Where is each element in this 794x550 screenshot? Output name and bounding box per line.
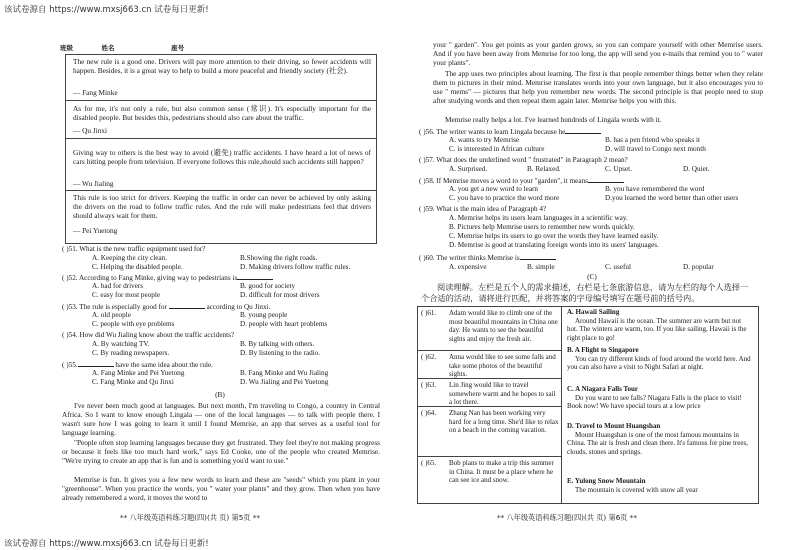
question-55: ( )55. have the same idea about the rule. <box>62 361 213 369</box>
option-c: C. useful <box>605 263 631 271</box>
option-d: D. By listening to the radio. <box>240 349 321 357</box>
option-a: A. Memrise helps its users learn languages in a scientific way. <box>449 214 628 222</box>
passage-paragraph: "People often stop learning languages because they get frustrated. They feel they're not making progress or because it feels like too much hard work," says Ed Cooke, one of the people who created Memrise. "We're trying to create an app that is fun and is something you'd want to use." <box>62 438 380 466</box>
option-c: C. Upset. <box>605 165 632 173</box>
option-c: C. Memrise helps its users to go over the words they have learned easily. <box>449 232 659 240</box>
right-page: your " garden". You get points as your garden grows, so you can compare yourself with other Memrise users. And if you have been away from Memrise for too long, the app will send you e-mails that remind you to " water your plants". The app uses two principles about learning. The first is that people remember things better when they relate them to pictures in their mind. Memrise translates words into your own language, but it also encourages you to use " mems" — pictures that help you remember new words. The second principle is that people need to stop after studying words and then repeat them again later. Memrise helps you with this. Memrise really helps a lot. I've learned hundreds of Lingala words with it. ( )56. The writer wants to learn Lingala because he A. wants to try Memrise B. has a pen friend who speaks it C. is interested in African culture D. will travel to Congo next month ( )57. What does the underlined word " frustrated" in Paragraph 2 mean? A. Surprised. B. Relaxed. C. Upset. D. Quiet. ( )58. If Memrise moves a word to your "garden", it means A. you get a new word to learn B. you have remembered the word C. you have to practice the word more D.you learned the word better than other users ( )59. What is the main idea of Paragraph 4? A. Memrise helps its users learn languages in a scientific way. B. Pictures help Memrise users to remember new words quickly. C. Memrise helps its users to go over the words they have learned easily. D. Memrise is good at translating foreign words into its users' languages. ( )60. The writer thinks Memrise is A. expensive B. simple C. useful D. popular (C) 阅读理解。左栏是五个人的需求描述，右栏是七条旅游信息，请为左栏的每个人选择一个合适的活动，请将进行匹配，并将答案的字母编号填写在题号前的括号内。 ( )61. Adam would like to climb one of the most beautiful mountains in China one day. He wants to see the beautiful sights and enjoy the fresh air. ( )62. Anna would like to see some falls and take some photos of the beautiful sights. ( )63. Lin Jing would like to travel somewhere warm and he hopes to sail a lot there. ( )64. Zhang Nan has been working very hard for a long time. She'd like to relax on a beach in the coming vacation. ( )65. Bob plans to make a trip this summer in China. It must be a place where he can see ice and snow. A. Hawaii Sailing Around Hawaii is the ocean. The summer are warm but not hot. The winters are warm, too. If you like sailing, Hawaii is the right place to go! B. A Flight to Singapore You can try different kinds of food around the world here. And you can also have a visit to Night Safari at night. C. A Niagara Falls Tour Do you want to see falls? Niagara Falls is the place to visit! Book now! We have special tours at a low price D. Travel to Mount Huangshan Mount Huangshan is one of the most famous mountains in China. The air is fresh and clean there. It's famous for pine trees, clouds, stones and springs. E. Yulong Snow Mountain The mountain is covered with snow all year ** 八年级英语科练习题(四)(共 页) 第6页 ** <box>397 0 794 550</box>
opinion-signature: — Pei Yuetong <box>73 226 118 235</box>
option-c: C. Fang Minke and Qu Jinxi <box>92 378 174 386</box>
match-option-c: C. A Niagara Falls Tour Do you want to see falls? Niagara Falls is the place to visit! Book now! We have special tours at a low price <box>567 385 742 411</box>
section-c-instructions: 阅读理解。左栏是五个人的需求描述，右栏是七条旅游信息，请为左栏的每个人选择一个合适的活动，请将进行匹配，并将答案的字母编号填写在题号前的括号内。 <box>421 282 749 303</box>
option-a: A. wants to try Memrise <box>449 136 520 144</box>
option-b: B. good for society <box>240 282 296 290</box>
option-b: B. Pictures help Memrise users to remember new words quickly. <box>449 223 635 231</box>
question-51: ( )51. What is the new traffic equipment used for? <box>62 245 206 253</box>
passage-paragraph: your " garden". You get points as your garden grows, so you can compare yourself with other Memrise users. And if you have been away from Memrise for too long, the app will send you e-mails that remind you to " water your plants". <box>433 40 763 68</box>
option-d: D. Memrise is good at translating foreign words into its users' languages. <box>449 241 659 249</box>
passage-paragraph: The app uses two principles about learning. The first is that people remember things better when they relate them to pictures in their mind. Memrise translates words into your own language, but it also encourages you to use " mems" — pictures that help you remember new words. The second principle is that people need to stop after studying words and then repeat them again later. Memrise helps you with this. <box>433 69 763 106</box>
option-b: B. By talking with others. <box>240 340 315 348</box>
match-option-d: D. Travel to Mount Huangshan Mount Huangshan is one of the most famous mountains in China. The air is fresh and clean there. It's famous for pine trees, clouds, stones and springs. <box>567 422 748 456</box>
class-label: 班级 <box>60 44 73 52</box>
option-b: B. simple <box>527 263 555 271</box>
option-d: D. people with heart problems <box>240 320 328 328</box>
option-a: A. you get a new word to learn <box>449 185 539 193</box>
row-divider <box>417 456 562 457</box>
option-c: C. is interested in African culture <box>449 145 545 153</box>
passage-paragraph: I've never been much good at languages. But next month, I'm traveling to Congo, a country in Central Africa. So I want to know enough Lingala — one of the local languages — to talk with people there. I wasn't sure how I was going to learn it until I found Memrise, an app that serves as a useful tool for language learning. <box>62 401 380 438</box>
question-53: ( )53. The rule is especially good for according to Qu Jinxi. <box>62 303 271 311</box>
option-a: A. bad for drivers <box>92 282 144 290</box>
option-d: D. Quiet. <box>683 165 710 173</box>
opinion-signature: — Wu Jialing <box>73 179 114 188</box>
option-a: A. Fang Minke and Pei Yuetong <box>92 369 185 377</box>
opinion-text: The new rule is a good one. Drivers will pay more attention to their driving, so fewer accidents will happen. Besides, it is a great way to help to build a more peaceful and friendly society (社会). <box>73 57 371 76</box>
row-divider <box>417 350 562 351</box>
question-54: ( )54. How did Wu Jialing know about the traffic accidents? <box>62 331 235 339</box>
passage-paragraph: Memrise really helps a lot. I've learned hundreds of Lingala words with it. <box>445 115 662 124</box>
question-60: ( )60. The writer thinks Memrise is <box>419 253 556 263</box>
question-59: ( )59. What is the main idea of Paragraph 4? <box>419 205 547 213</box>
passage-paragraph: Memrise is fun. It gives you a few new words to learn and these are "seeds" which you plant in your "greenhouse". When you practice the words, you " water your plants" and they grow. Then when you have already remembered a word, it moves the word to <box>62 475 380 503</box>
seat-label: 座号 <box>171 44 185 52</box>
page-footer: ** 八年级英语科练习题(四)(共 页) 第5页 ** <box>120 513 260 522</box>
question-58: ( )58. If Memrise moves a word to your "garden", it means <box>419 176 624 186</box>
option-c: C. people with eye problems <box>92 320 175 328</box>
divider <box>65 100 376 101</box>
student-info-line <box>60 43 380 52</box>
name-label: 姓名 <box>101 44 115 52</box>
option-c: C. you have to practice the word more <box>449 194 560 202</box>
option-d: D. popular <box>683 263 714 271</box>
match-option-b: B. A Flight to Singapore You can try different kinds of food around the world here. And you can also have a visit to Night Safari at night. <box>567 346 751 372</box>
option-d: D. difficult for most drivers <box>240 291 320 299</box>
option-b: B. Fang Minke and Wu Jialing <box>240 369 329 377</box>
divider <box>65 190 376 191</box>
match-option-a: A. Hawaii Sailing Around Hawaii is the ocean. The summer are warm but not hot. The winters are warm, too. If you like sailing, Hawaii is the right place to go! <box>567 308 747 342</box>
question-57: ( )57. What does the underlined word " frustrated" in Paragraph 2 mean? <box>419 156 628 164</box>
option-a: A. expensive <box>449 263 487 271</box>
opinion-text: As for me, it's not only a rule, but also common sense (常识). It's especially important for the disabled people. But besides this, pedestrians should also care about the traffic. <box>73 104 371 123</box>
option-d: D. Making drivers follow traffic rules. <box>240 263 351 271</box>
option-c: C. easy for most people <box>92 291 161 299</box>
option-d: D.you learned the word better than other users <box>605 194 739 202</box>
section-b-heading: (B) <box>215 390 225 399</box>
source-footer-left: 该试卷源自 https://www.mxsj663.cn 试卷每日更新! <box>4 539 209 549</box>
match-option-e: E. Yulong Snow Mountain The mountain is covered with snow all year <box>567 477 698 494</box>
opinion-signature: — Fang Minke <box>73 88 118 97</box>
source-header-left: 该试卷源自 https://www.mxsj663.cn 试卷每日更新! <box>4 5 209 15</box>
option-c: C. By reading newspapers. <box>92 349 170 357</box>
option-a: A. By watching TV. <box>92 340 150 348</box>
option-d: D. Wu Jialing and Pei Yuetong <box>240 378 329 386</box>
option-b: B. has a pen friend who speaks it <box>605 136 701 144</box>
opinion-signature: — Qu Jinxi <box>73 126 108 135</box>
option-a: A. old people <box>92 311 131 319</box>
opinion-text: Giving way to others is the best way to avoid (避免) traffic accidents. I have heard a lot of news of cars hitting people from television. If everyone follows this rule,should such accidents still happen? <box>73 148 371 167</box>
opinion-text: This rule is too strict for drivers. Keeping the traffic in order can never be achieved by only asking the drivers on the road to follow traffic rules. And the rule will make pedestrians feel that drivers should always wait for them. <box>73 193 371 221</box>
divider <box>65 138 376 139</box>
option-b: B. you have remembered the word <box>605 185 705 193</box>
question-52: ( )52. According to Fang Minke, giving way to pedestrians is <box>62 273 273 283</box>
page-footer: ** 八年级英语科练习题(四)(共 页) 第6页 ** <box>497 513 637 522</box>
table-divider <box>561 306 562 503</box>
option-b: B. young people <box>240 311 288 319</box>
section-c-heading: (C) <box>587 272 597 281</box>
option-c: C. Helping the disabled people. <box>92 263 183 271</box>
option-a: A. Surprised. <box>449 165 488 173</box>
option-b: B. Relaxed. <box>527 165 561 173</box>
question-56: ( )56. The writer wants to learn Lingala because he <box>419 127 601 137</box>
option-b: B.Showing the right roads. <box>240 254 318 262</box>
option-a: A. Keeping the city clean. <box>92 254 168 262</box>
option-d: D. will travel to Congo next month <box>605 145 706 153</box>
